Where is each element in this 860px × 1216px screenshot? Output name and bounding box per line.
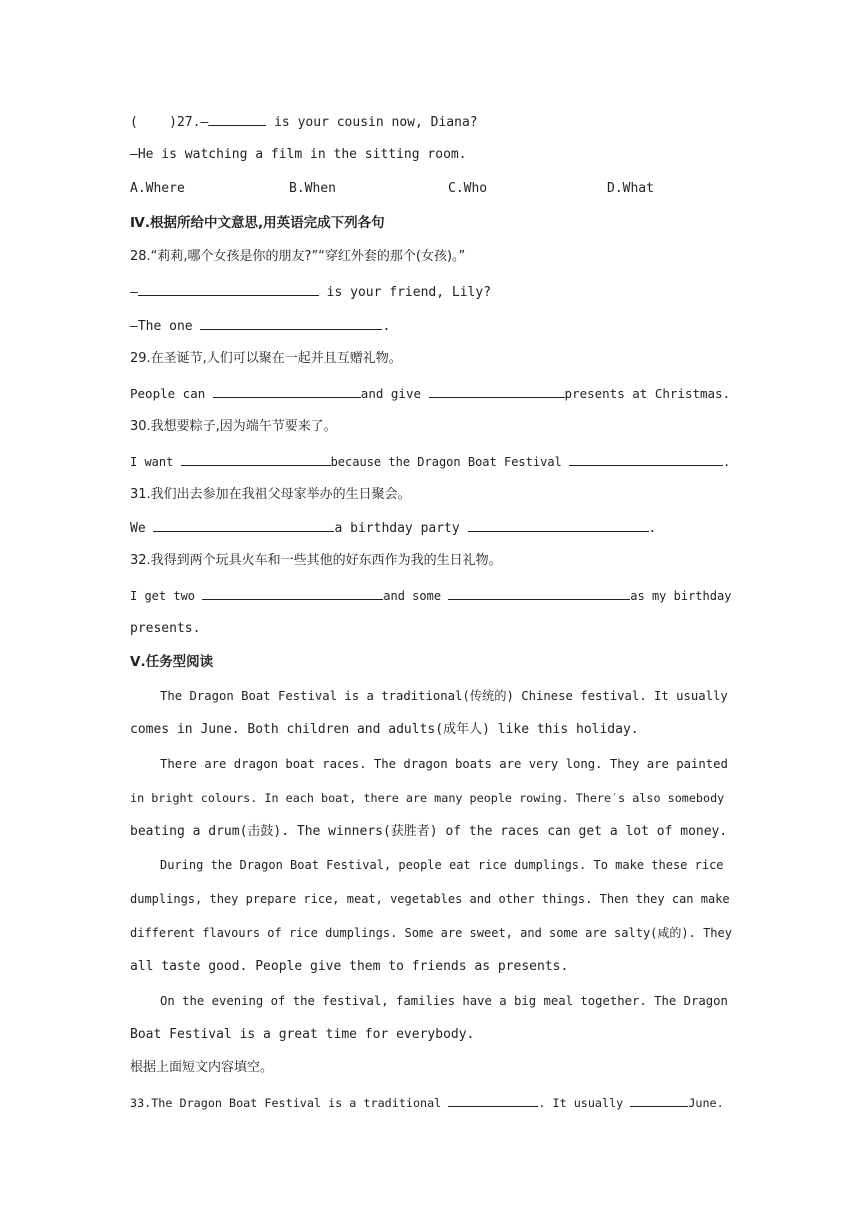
q27-paren-close: ) [169, 115, 177, 130]
q32-prompt: 32.我得到两个玩具火车和一些其他的好东西作为我的生日礼物。 [130, 553, 502, 568]
q27-blank[interactable] [208, 111, 266, 126]
q28-line2-end: . [382, 319, 391, 334]
q29-post: presents at Christmas. [564, 386, 731, 401]
passage-line: different flavours of rice dumplings. Some are sweet, and some are salty(咸的). They [130, 926, 732, 940]
q30-prompt: 30.我想要粽子,因为端午节要来了。 [130, 419, 337, 434]
q30-blank1[interactable] [181, 451, 331, 466]
q27-option-b[interactable]: B.When [289, 181, 336, 196]
q33-line [130, 1092, 724, 1112]
passage-line: dumplings, they prepare rice, meat, vegetables and other things. Then they can make [130, 892, 730, 906]
passage-line: The Dragon Boat Festival is a traditional(传统的) Chinese festival. It usually [160, 689, 728, 703]
q32-pre: I get two [130, 589, 203, 603]
q28-dash: — [130, 285, 138, 300]
q30-pre: I want [130, 455, 181, 469]
q29-pre: People can [130, 386, 213, 401]
q33-blank1[interactable] [448, 1092, 538, 1107]
q30-blank2[interactable] [569, 451, 723, 466]
q28-line1-text: is your friend, Lily? [318, 285, 492, 300]
q27-question [130, 111, 478, 131]
q33-mid: . It usually [538, 1096, 631, 1110]
q28-line2 [130, 315, 390, 335]
passage-line: comes in June. Both children and adults(成年人) like this holiday. [130, 722, 639, 737]
q29-prompt: 29.在圣诞节,人们可以聚在一起并且互赠礼物。 [130, 351, 402, 366]
q31-pre: We [130, 521, 154, 536]
q31-post: . [648, 521, 657, 536]
q33-blank2[interactable] [630, 1092, 688, 1107]
section4-title: Ⅳ.根据所给中文意思,用英语完成下列各句 [130, 215, 385, 231]
q31-mid: a birthday party [334, 521, 468, 536]
q32-post: as my birthday [630, 589, 732, 603]
q30-mid: because the Dragon Boat Festival [330, 455, 569, 469]
q32-blank1[interactable] [202, 585, 383, 600]
q29-blank2[interactable] [429, 383, 565, 398]
q28-blank1[interactable] [138, 281, 319, 296]
q30-post: . [723, 455, 731, 469]
q27-text: is your cousin now, Diana? [266, 115, 478, 130]
q27-paren-open: ( [130, 115, 138, 130]
q33-pre: 33.The Dragon Boat Festival is a traditional [130, 1096, 449, 1110]
section5-instruction: 根据上面短文内容填空。 [130, 1060, 274, 1075]
q32-continuation: presents. [130, 621, 201, 636]
q28-prompt: 28.“莉莉,哪个女孩是你的朋友?”“穿红外套的那个(女孩)。” [130, 249, 466, 264]
q31-prompt: 31.我们出去参加在我祖父母家举办的生日聚会。 [130, 487, 411, 502]
q29-line [130, 383, 730, 403]
passage-line: beating a drum(击鼓). The winners(获胜者) of the races can get a lot of money. [130, 824, 728, 839]
q31-blank2[interactable] [468, 517, 649, 532]
q28-line1 [130, 281, 491, 301]
passage-line: On the evening of the festival, families have a big meal together. The Dragon [160, 994, 728, 1008]
q27-option-d[interactable]: D.What [607, 181, 654, 196]
passage-line: Boat Festival is a great time for everybody. [130, 1027, 475, 1042]
section5-title: Ⅴ.任务型阅读 [130, 654, 214, 670]
passage-line: During the Dragon Boat Festival, people eat rice dumplings. To make these rice [160, 858, 724, 872]
q32-blank2[interactable] [448, 585, 630, 600]
q28-line2-text: —The one [130, 319, 201, 334]
q30-line [130, 451, 730, 471]
passage-line: in bright colours. In each boat, there are many people rowing. There′s also somebody [130, 791, 725, 805]
q31-blank1[interactable] [153, 517, 334, 532]
passage-line: There are dragon boat races. The dragon boats are very long. They are painted [160, 757, 728, 771]
q27-answer-line: —He is watching a film in the sitting room. [130, 147, 467, 162]
q27-option-c[interactable]: C.Who [448, 181, 488, 196]
passage-line: all taste good. People give them to friends as presents. [130, 959, 569, 974]
q33-post: June. [688, 1096, 724, 1110]
q29-mid: and give [360, 386, 429, 401]
q28-blank2[interactable] [200, 315, 382, 330]
q32-mid: and some [383, 589, 449, 603]
q31-line [130, 517, 656, 537]
q29-blank1[interactable] [213, 383, 361, 398]
q32-line [130, 585, 731, 605]
q27-number: 27.— [176, 115, 209, 130]
q27-option-a[interactable]: A.Where [130, 181, 185, 196]
